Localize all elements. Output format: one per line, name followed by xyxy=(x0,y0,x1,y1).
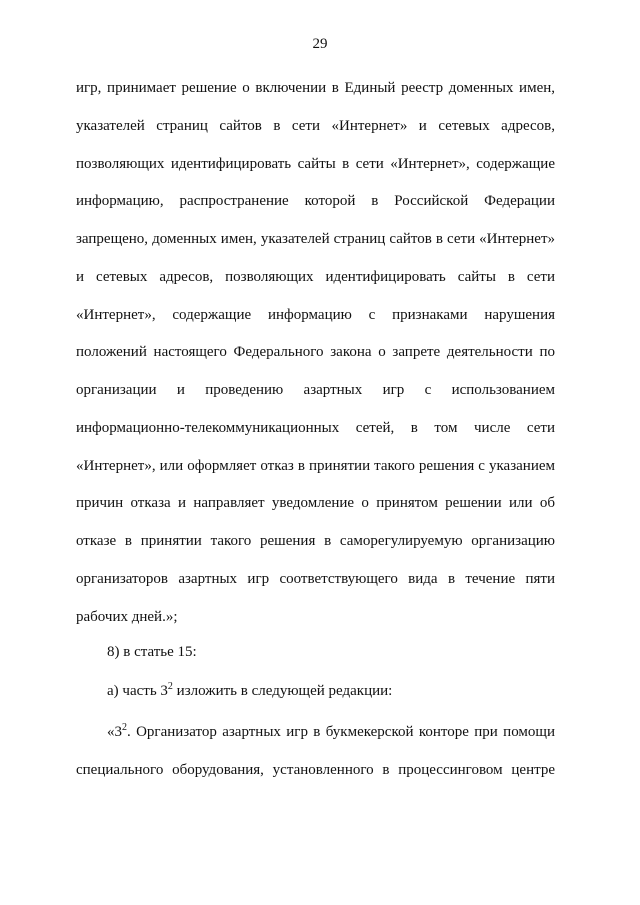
text-line: и сетевых адресов, позволяющих идентифицировать сайты в сети xyxy=(76,268,555,285)
text-line: игр, принимает решение о включении в Единый реестр доменных имен, xyxy=(76,80,555,96)
new-part-superscript: 2 xyxy=(122,722,127,733)
new-part-paragraph xyxy=(76,714,555,790)
text-line-last: рабочих дней.»; xyxy=(76,608,178,625)
new-part-text-before: «3 xyxy=(107,724,122,740)
item-a-text-after: изложить в следующей редакции: xyxy=(172,683,393,699)
text-line: положений настоящего Федерального закона о запрете деятельности по xyxy=(76,344,555,361)
item-8-paragraph: 8) в статье 15: xyxy=(107,644,197,660)
new-part-text-after: . Организатор азартных игр в букмекерской конторе при помощи xyxy=(127,724,555,740)
page-number: 29 xyxy=(312,36,328,52)
continued-paragraph xyxy=(76,70,555,636)
item-a-paragraph xyxy=(107,681,392,701)
text-line: «Интернет», содержащие информацию с признаками нарушения xyxy=(76,306,555,323)
text-line: запрещено, доменных имен, указателей страниц сайтов в сети «Интернет» xyxy=(76,231,555,247)
text-line: информационно-телекоммуникационных сетей, в том числе сети xyxy=(76,419,555,436)
text-line: причин отказа и направляет уведомление о принятом решении или об xyxy=(76,495,555,512)
text-line: позволяющих идентифицировать сайты в сети «Интернет», содержащие xyxy=(76,155,555,172)
text-line: организации и проведению азартных игр с использованием xyxy=(76,382,555,398)
text-line: специального оборудования, установленного в процессинговом центре xyxy=(76,761,555,778)
text-line xyxy=(76,714,555,752)
item-a-text-before: а) часть 3 xyxy=(107,683,168,699)
text-line: отказе в принятии такого решения в саморегулируемую организацию xyxy=(76,533,555,549)
text-line: информацию, распространение которой в Российской Федерации xyxy=(76,193,555,210)
text-line: «Интернет», или оформляет отказ в принятии такого решения с указанием xyxy=(76,457,555,474)
text-line: указателей страниц сайтов в сети «Интернет» и сетевых адресов, xyxy=(76,117,555,134)
item-a-superscript: 2 xyxy=(167,681,173,692)
text-line: организаторов азартных игр соответствующего вида в течение пяти xyxy=(76,570,555,587)
